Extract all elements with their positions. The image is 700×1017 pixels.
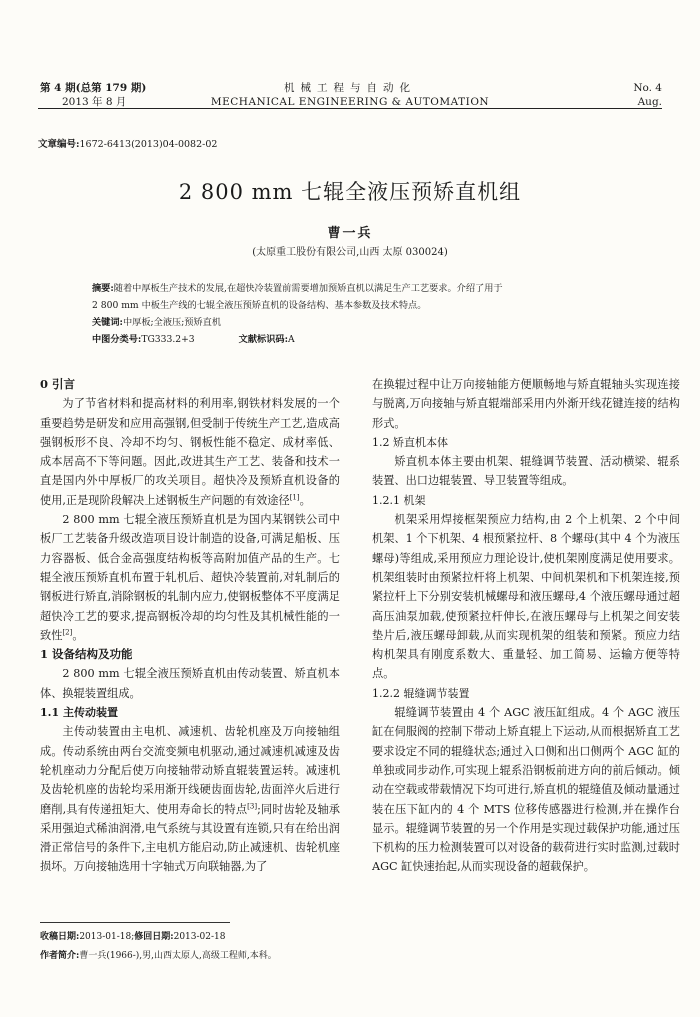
clc-value: TG333.2+3 <box>141 334 195 345</box>
abstract-text-1: 随着中厚板生产技术的发展,在超快冷装置前需要增加预矫直机以满足生产工艺要求。介绍了用于 <box>113 283 503 294</box>
footnote-dates: 收稿日期:2013-01-18;修回日期:2013-02-18 <box>40 932 226 942</box>
article-number-label: 文章编号: <box>38 139 80 150</box>
section-heading-intro: 0 引言 <box>40 377 76 391</box>
body-column-left <box>40 375 340 877</box>
issue-number: 第 4 期(总第 179 期) <box>40 82 147 94</box>
abstract-line-1 <box>92 280 632 297</box>
citation-ref: [2] <box>62 628 73 637</box>
issue-month-en: Aug. <box>637 96 662 108</box>
paragraph-drive-cont: 在换辊过程中让万向接轴能方便顺畅地与矫直辊轴头实现连接与脱离,万向接轴与矫直辊端部采用内外渐开线花键连接的结构形式。 <box>372 378 680 430</box>
keywords-label: 关键词: <box>92 317 123 328</box>
header-rule <box>38 108 662 109</box>
body-column-right <box>372 375 680 877</box>
footnote-rule <box>40 922 230 923</box>
issue-number-en: No. 4 <box>633 82 662 94</box>
keywords-text: 中厚板;全液压;预矫直机 <box>122 317 222 328</box>
running-header-right <box>633 81 662 109</box>
clc-label: 中图分类号: <box>92 334 142 345</box>
subsection-heading-frame: 1.2.1 机架 <box>372 493 426 507</box>
paragraph-frame: 机架采用焊接框架预应力结构,由 2 个上机架、2 个中间机架、1 个下机架、4 根预紧拉杆、8 个螺母(其中 4 个为液压螺母)等组成,采用预应力理论设计,使机架刚度满足使用要求。机架组装时由预紧拉杆将上机架、中间机架机和下机架连接,预紧拉杆上下分别安装机械螺母和液压螺母,4 个液压螺母通过超高压油泵加载,使预紧拉杆伸长,在液压螺母与上机架之间安装垫片后,液压螺母卸载,从而实现机架的组装和预紧。预应力结构机架具有刚度系数大、重量轻、加工简易、运输方便等特点。 <box>372 513 680 681</box>
doc-code-value: A <box>288 334 295 345</box>
abstract-block <box>92 280 632 348</box>
footnote-author: 作者简介:曹一兵(1966-),男,山西太原人,高级工程师,本科。 <box>40 951 277 961</box>
paragraph-intro-2: 2 800 mm 七辊全液压预矫直机是为国内某钢铁公司中板厂工艺装备升级改造项目设计制造的设备,可满足船板、压力容器板、低合金高强度结构板等高附加值产品的生产。七辊全液压预矫直机布置于轧机后、超快冷装置前,对轧制后的钢板进行矫直,消除钢板的轧制内应力,使钢板整体不平度满足超快冷工艺的要求,提高钢板冷却的均匀性及其机械性能的一致性[2]。 <box>40 513 340 642</box>
doc-code-label: 文献标识码: <box>238 334 289 345</box>
journal-name-cn: 机械工程与自动化 <box>284 82 416 94</box>
abstract-label: 摘要: <box>92 283 114 294</box>
abstract-line-2: 2 800 mm 中板生产线的七辊全液压预矫直机的设备结构、基本参数及技术特点。 <box>92 300 427 311</box>
paragraph-gap: 辊缝调节装置由 4 个 AGC 液压缸组成。4 个 AGC 液压缸在伺服阀的控制下带动上矫直辊上下运动,从而根据矫直工艺要求设定不同的辊缝状态;通过入口侧和出口侧两个 AGC 缸的单独或同步动作,可实现上辊系沿钢板前进方向的前后倾动。倾动在空载或带载情况下均可进行,矫直机的辊缝值及倾动量通过装在压下缸内的 4 个 MTS 位移传感器进行检测,并在操作台显示。辊缝调节装置的另一个作用是实现过载保护功能,通过压下机构的压力检测装置可以对设备的载荷进行实时监测,过载时 AGC 缸快速抬起,从而实现设备的超载保护。 <box>372 706 680 874</box>
section-heading-structure: 1 设备结构及功能 <box>40 647 133 662</box>
article-number-value: 1672-6413(2013)04-0082-02 <box>79 139 218 150</box>
paper-title: 2 800 mm 七辊全液压预矫直机组 <box>178 180 522 204</box>
subsection-heading-drive: 1.1 主传动装置 <box>40 706 118 720</box>
paper-author: 曹一兵 <box>327 226 373 241</box>
subsection-heading-body: 1.2 矫直机本体 <box>372 435 448 449</box>
journal-name-en: MECHANICAL ENGINEERING & AUTOMATION <box>210 96 490 108</box>
keywords-line <box>92 314 632 331</box>
classification-line <box>92 331 632 348</box>
article-number <box>38 136 217 150</box>
paragraph-structure: 2 800 mm 七辊全液压预矫直机由传动装置、矫直机本体、换辊装置组成。 <box>40 667 340 700</box>
issue-date: 2013 年 8 月 <box>62 96 127 108</box>
citation-ref: [3] <box>247 801 258 810</box>
paragraph-body: 矫直机本体主要由机架、辊缝调节装置、活动横梁、辊系装置、出口边辊装置、导卫装置等组成。 <box>372 455 680 488</box>
running-header-center <box>0 81 700 109</box>
citation-ref: [1] <box>289 493 300 502</box>
footnotes <box>40 928 277 966</box>
subsection-heading-gap: 1.2.2 辊缝调节装置 <box>372 686 470 700</box>
author-affiliation: (太原重工股份有限公司,山西 太原 030024) <box>252 247 448 258</box>
paragraph-drive: 主传动装置由主电机、减速机、齿轮机座及万向接轴组成。传动系统由两台交流变频电机驱动,通过减速机减速及齿轮机座动力分配后使万向接轴带动矫直辊装置运转。减速机及齿轮机座的齿轮均采用渐开线硬齿面齿轮,齿面淬火后进行磨削,具有传递扭矩大、使用寿命长的特点[3];同时齿轮及轴承采用强迫式稀油润滑,电气系统与其设置有连锁,只有在给出润滑正常信号的条件下,主电机方能启动,防止减速机、齿轮机座损坏。万向接轴选用十字轴式万向联轴器,为了 <box>40 725 340 874</box>
paragraph-intro-1: 为了节省材料和提高材料的利用率,钢铁材料发展的一个重要趋势是研发和应用高强钢,但受制于传统生产工艺,造成高强钢板形不良、冷却不均匀、钢板性能不稳定、成材率低、成本居高不下等问题。因此,改进其生产工艺、装备和技术一直是国内外中厚板厂的攻关项目。超快冷及预矫直机设备的使用,正是现阶段解决上述钢板生产问题的有效途径[1]。 <box>40 397 340 507</box>
